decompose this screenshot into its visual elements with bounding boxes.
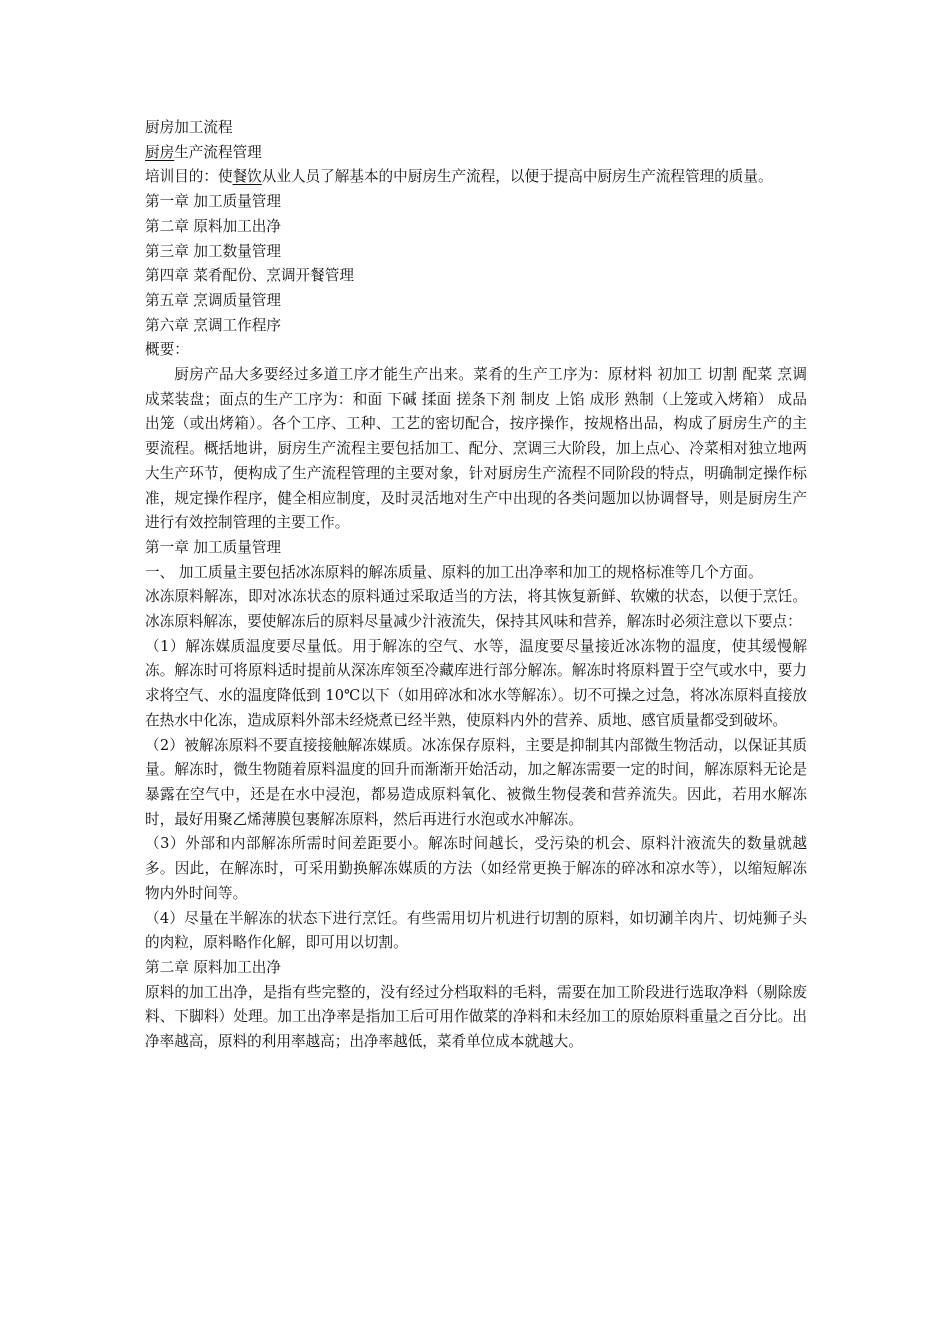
- purpose-link[interactable]: 餐饮: [232, 168, 262, 186]
- chapter1-intro: 一、 加工质量主要包括冰冻原料的解冻质量、原料的加工出净率和加工的规格标准等几个方面。: [145, 563, 763, 581]
- thaw-point: （1）解冻媒质温度要尽量低。用于解冻的空气、水等，温度要尽量接近冰冻物的温度，使其缓慢解冻。解冻时可将原料适时提前从深冻库领至冷藏库进行部分解冻。解冻时将原料置于空气或水中，要力求将空气、水的温度降低到 10℃以下（如用碎冰和冰水等解冻）。切不可操之过急，将冰冻原料直接放在热水中化冻，造成原料外部未经烧煮已经半熟，使原料内外的营养、质地、感官质量都受到破坏。: [145, 637, 807, 729]
- chapter1-heading: 第一章 加工质量管理: [145, 538, 281, 556]
- document-page: [145, 116, 807, 1055]
- toc-item: 第五章 烹调质量管理: [145, 291, 281, 309]
- chapter2-heading: 第二章 原料加工出净: [145, 958, 281, 976]
- thaw-point: （4）尽量在半解冻的状态下进行烹饪。有些需用切片机进行切割的原料，如切涮羊肉片、切炖狮子头的肉粒，原料略作化解，即可用以切割。: [145, 909, 807, 952]
- document-title: 厨房加工流程: [145, 119, 233, 136]
- thaw-point: （2）被解冻原料不要直接接触解冻媒质。冰冻保存原料，主要是抑制其内部微生物活动，以保证其质量。解冻时，微生物随着原料温度的回升而渐渐开始活动，加之解冻需要一定的时间，解冻原料无论是暴露在空气中，还是在水中浸泡，都易造成原料氧化、被微生物侵袭和营养流失。因此，若用水解冻时，最好用聚乙烯薄膜包裹解冻原料，然后再进行水泡或水冲解冻。: [145, 736, 807, 828]
- training-purpose: [145, 165, 807, 190]
- toc-item: 第六章 烹调工作程序: [145, 316, 281, 334]
- thaw-intro-paragraph: 冰冻原料解冻，即对冰冻状态的原料通过采取适当的方法，将其恢复新鲜、软嫩的状态，以便于烹饪。冰冻原料解冻，要使解冻后的原料尽量减少汁液流失，保持其风味和营养，解冻时必须注意以下要点：: [145, 588, 807, 631]
- overview-label: 概要：: [145, 341, 189, 359]
- toc-item: 第二章 原料加工出净: [145, 217, 281, 235]
- toc-item: 第一章 加工质量管理: [145, 193, 281, 211]
- thaw-point: （3）外部和内部解冻所需时间差距要小。解冻时间越长，受污染的机会、原料汁液流失的数量就越多。因此，在解冻时，可采用勤换解冻媒质的方法（如经常更换于解冻的碎冰和凉水等），以缩短解冻物内外时间等。: [145, 835, 807, 902]
- toc-item: 第四章 菜肴配份、烹调开餐管理: [145, 267, 354, 285]
- purpose-prefix: 培训目的：使: [145, 168, 233, 186]
- chapter2-paragraph: 原料的加工出净，是指有些完整的，没有经过分档取料的毛料，需要在加工阶段进行选取净料（剔除废料、下脚料）处理。加工出净率是指加工后可用作做菜的净料和未经加工的原始原料重量之百分比。出净率越高，原料的利用率越高；出净率越低，菜肴单位成本就越大。: [145, 983, 807, 1051]
- subtitle-link[interactable]: 厨房: [145, 143, 175, 161]
- purpose-suffix: 从业人员了解基本的中厨房生产流程，以便于提高中厨房生产流程管理的质量。: [261, 168, 773, 186]
- document-subtitle: [145, 141, 807, 166]
- toc-item: 第三章 加工数量管理: [145, 242, 281, 260]
- subtitle-rest: 生产流程管理: [174, 143, 262, 161]
- overview-paragraph: 厨房产品大多要经过多道工序才能生产出来。菜肴的生产工序为：原材料 初加工 切割 配菜 烹调 成菜装盘；面点的生产工序为：和面 下碱 揉面 搓条下剂 制皮 上馅 成形 熟制（上笼或入烤箱） 成品出笼（或出烤箱）。各个工序、工种、工艺的密切配合，按序操作，按规格出品，构成了厨房生产的主要流程。概括地讲，厨房生产流程主要包括加工、配分、烹调三大阶段，加上点心、冷菜相对独立地两大生产环节，便构成了生产流程管理的主要对象，针对厨房生产流程不同阶段的特点，明确制定操作标准，规定操作程序，健全相应制度，及时灵活地对生产中出现的各类问题加以协调督导，则是厨房生产进行有效控制管理的主要工作。: [145, 366, 807, 532]
